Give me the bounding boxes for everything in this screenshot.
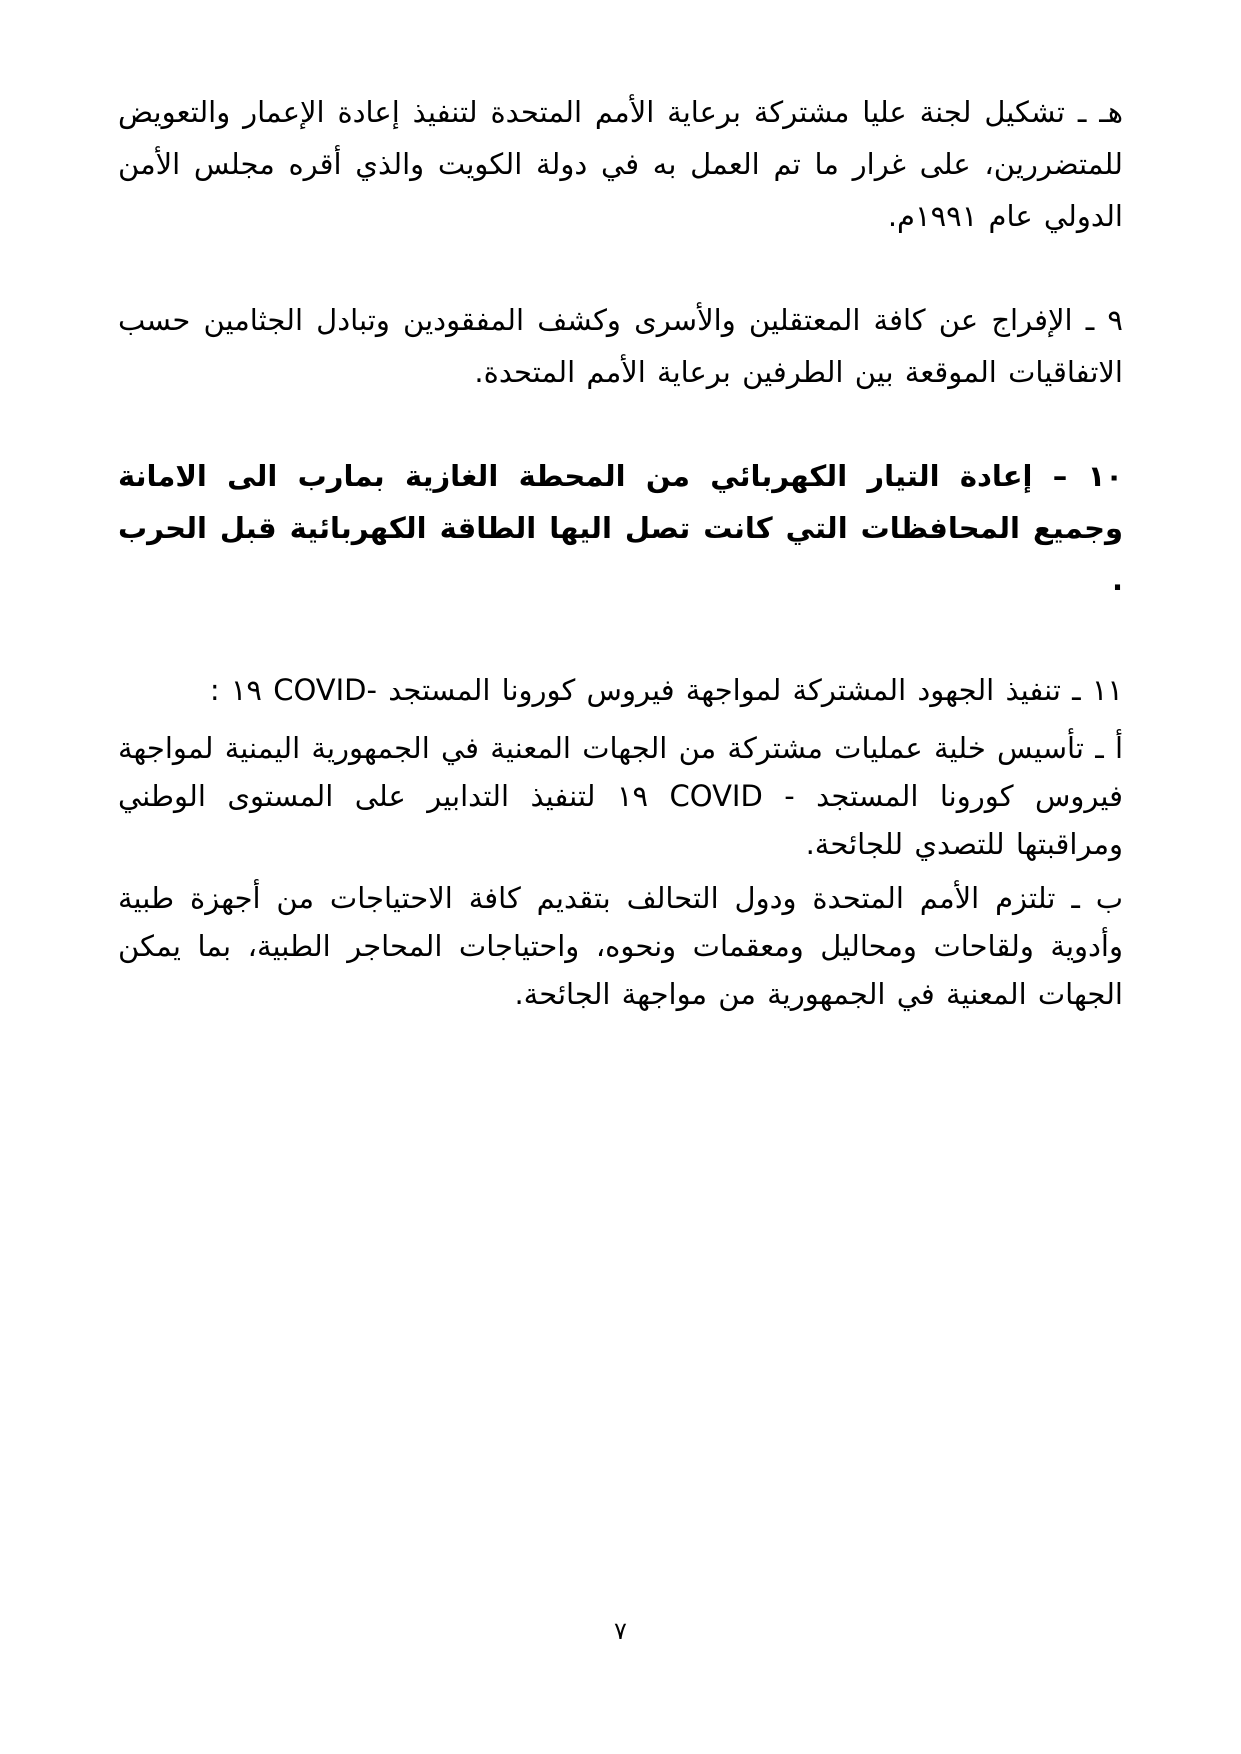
page-number: ٧ bbox=[614, 1617, 627, 1645]
paragraph-item-heh-reconstruction-committee: هـ ـ تشكيل لجنة عليا مشتركة برعاية الأمم المتحدة لتنفيذ إعادة الإعمار والتعويض للمتضررين، على غرار ما تم العمل به في دولة الكويت والذي أقره مجلس الأمن الدولي عام ١٩٩١م. bbox=[118, 95, 1123, 233]
paragraph-item-11a-operations-cell: أ ـ تأسيس خلية عمليات مشتركة من الجهات المعنية في الجمهورية اليمنية لمواجهة فيروس كورونا المستجد - COVID ١٩ لتنفيذ التدابير على المستوى الوطني ومراقبتها للتصدي للجائحة. bbox=[118, 731, 1123, 861]
paragraph-item-11b-un-coalition-commitment: ب ـ تلتزم الأمم المتحدة ودول التحالف بتقديم كافة الاحتياجات من أجهزة طبية وأدوية ولقاحات ومحاليل ومعقمات ونحوه، واحتياجات المحاجر الطبية، بما يمكن الجهات المعنية في الجمهورية من مواجهة الجائحة. bbox=[118, 881, 1123, 1011]
paragraph-item-9-prisoner-release: ٩ ـ الإفراج عن كافة المعتقلين والأسرى وكشف المفقودين وتبادل الجثامين حسب الاتفاقيات الموقعة بين الطرفين برعاية الأمم المتحدة. bbox=[118, 303, 1123, 389]
paragraph-item-11-covid-joint-efforts: ١١ ـ تنفيذ الجهود المشتركة لمواجهة فيروس كورونا المستجد -COVID ١٩ : bbox=[209, 673, 1123, 707]
paragraph-item-10-electricity-restoration: ١٠ – إعادة التيار الكهربائي من المحطة الغازية بمارب الى الامانة وجميع المحافظات التي كانت تصل اليها الطاقة الكهربائية قبل الحرب . bbox=[118, 459, 1123, 597]
